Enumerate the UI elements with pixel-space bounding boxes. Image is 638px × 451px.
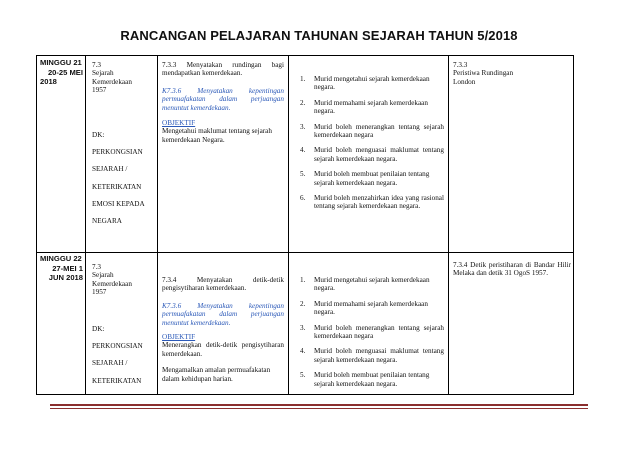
note-cell — [453, 61, 571, 86]
week-cell — [40, 58, 83, 87]
dk-item: SEJARAH / — [92, 165, 128, 174]
outcomes-list — [300, 75, 444, 211]
row-divider — [37, 252, 573, 253]
standard-cell — [162, 276, 284, 383]
standard-italic: K7.3.6 Menyatakan kepentingan permuafakatan dalam perjuangan menuntut kemerdekaan. — [162, 86, 284, 112]
footer-rule — [50, 404, 588, 406]
note-code: 7.3.3 — [453, 61, 468, 69]
objektif-label: OBJEKTIF — [162, 333, 196, 342]
topic-line: Sejarah — [92, 69, 114, 78]
objektif-text: Mengetahui maklumat tentang sejarah kemerdekaan Negara. — [162, 127, 272, 144]
week-dates: 27-MEI 1 — [52, 263, 83, 273]
outcome-item: 3. Murid boleh menerangkan tentang sejarah kemerdekaan negara — [300, 323, 444, 341]
outcomes-list — [300, 276, 444, 388]
week-cell — [40, 254, 83, 283]
topic-code: 7.3 — [92, 61, 101, 69]
topic-cell — [92, 263, 156, 385]
column-divider — [85, 56, 86, 394]
note-line: Peristiwa Rundingan — [453, 69, 514, 78]
outcome-item: 1. Murid mengetahui sejarah kemerdekaan negara. — [300, 75, 430, 92]
dk-item: SEJARAH / — [92, 359, 128, 368]
column-divider — [448, 56, 449, 394]
outcome-item: 5. Murid boleh membuat penilaian tentang sejarah kemerdekaan negara. — [300, 371, 430, 388]
week-year: JUN 2018 — [48, 273, 83, 282]
outcome-item: 6. Murid boleh menzahirkan idea yang rasional tentang sejarah kemerdekaan negara. — [300, 194, 444, 211]
week-number: MINGGU 21 — [40, 58, 82, 67]
topic-line: 1957 — [92, 86, 107, 95]
topic-cell — [92, 61, 156, 225]
column-divider — [157, 56, 158, 394]
topic-code: 7.3 — [92, 263, 101, 271]
dk-item: PERKONGSIAN — [92, 148, 143, 157]
column-divider — [288, 56, 289, 394]
outcome-item: 2. Murid memahami sejarah kemerdekaan negara. — [300, 98, 428, 116]
topic-line: Kemerdekaan — [92, 77, 132, 86]
dk-item: NEGARA — [92, 217, 122, 226]
page-title: RANCANGAN PELAJARAN TAHUNAN SEJARAH TAHUN 5/2018 — [120, 28, 518, 43]
note-cell — [453, 261, 571, 278]
outcome-item: 4. Murid boleh menguasai maklumat tentang sejarah kemerdekaan negara. — [300, 146, 444, 163]
week-dates: 20-25 MEI — [47, 67, 83, 77]
objektif-label: OBJEKTIF — [162, 119, 196, 128]
dk-item: EMOSI KEPADA — [92, 199, 145, 208]
outcome-item: 5. Murid boleh membuat penilaian tentang sejarah kemerdekaan negara. — [300, 170, 430, 187]
standard-cell — [162, 61, 284, 144]
week-year: 2018 — [40, 77, 57, 86]
outcome-item: 3. Murid boleh menerangkan tentang sejarah kemerdekaan negara — [300, 122, 444, 140]
topic-line: 1957 — [92, 288, 107, 297]
topic-line: Sejarah — [92, 271, 114, 280]
standard-title: 7.3.3 Menyatakan rundingan bagi mendapatkan kemerdekaan. — [162, 61, 284, 78]
note-line: London — [453, 77, 476, 86]
topic-line: Kemerdekaan — [92, 279, 132, 288]
outcome-item: 4. Murid boleh menguasai maklumat tentang sejarah kemerdekaan negara. — [300, 347, 444, 364]
dk-item: KETERIKATAN — [92, 182, 142, 191]
lesson-plan-table — [36, 55, 574, 395]
dk-item: PERKONGSIAN — [92, 342, 143, 351]
objektif-text: Menerangkan detik-detik pengisytiharan kemerdekaan. — [162, 341, 284, 358]
outcomes-cell — [300, 75, 444, 218]
outcomes-cell — [300, 276, 444, 395]
note-text: 7.3.4 Detik peristiharan di Bandar Hilir Melaka dan detik 31 OgoS 1957. — [453, 261, 571, 278]
dk-item: KETERIKATAN — [92, 376, 142, 385]
week-number: MINGGU 22 — [40, 254, 82, 263]
objektif-text: Mengamalkan amalan permuafakatan dalam kehidupan harian. — [162, 366, 271, 383]
outcome-item: 2. Murid memahami sejarah kemerdekaan negara. — [300, 299, 428, 317]
standard-title: 7.3.4 Menyatakan detik-detik pengisytiharan kemerdekaan. — [162, 276, 284, 293]
dk-label: DK: — [92, 324, 105, 333]
standard-italic: K7.3.6 Menyatakan kepentingan permuafakatan dalam perjuangan menuntut kemerdekaan. — [162, 301, 284, 327]
footer-rule — [50, 408, 588, 409]
dk-label: DK: — [92, 130, 105, 139]
outcome-item: 1. Murid mengetahui sejarah kemerdekaan negara. — [300, 276, 430, 293]
